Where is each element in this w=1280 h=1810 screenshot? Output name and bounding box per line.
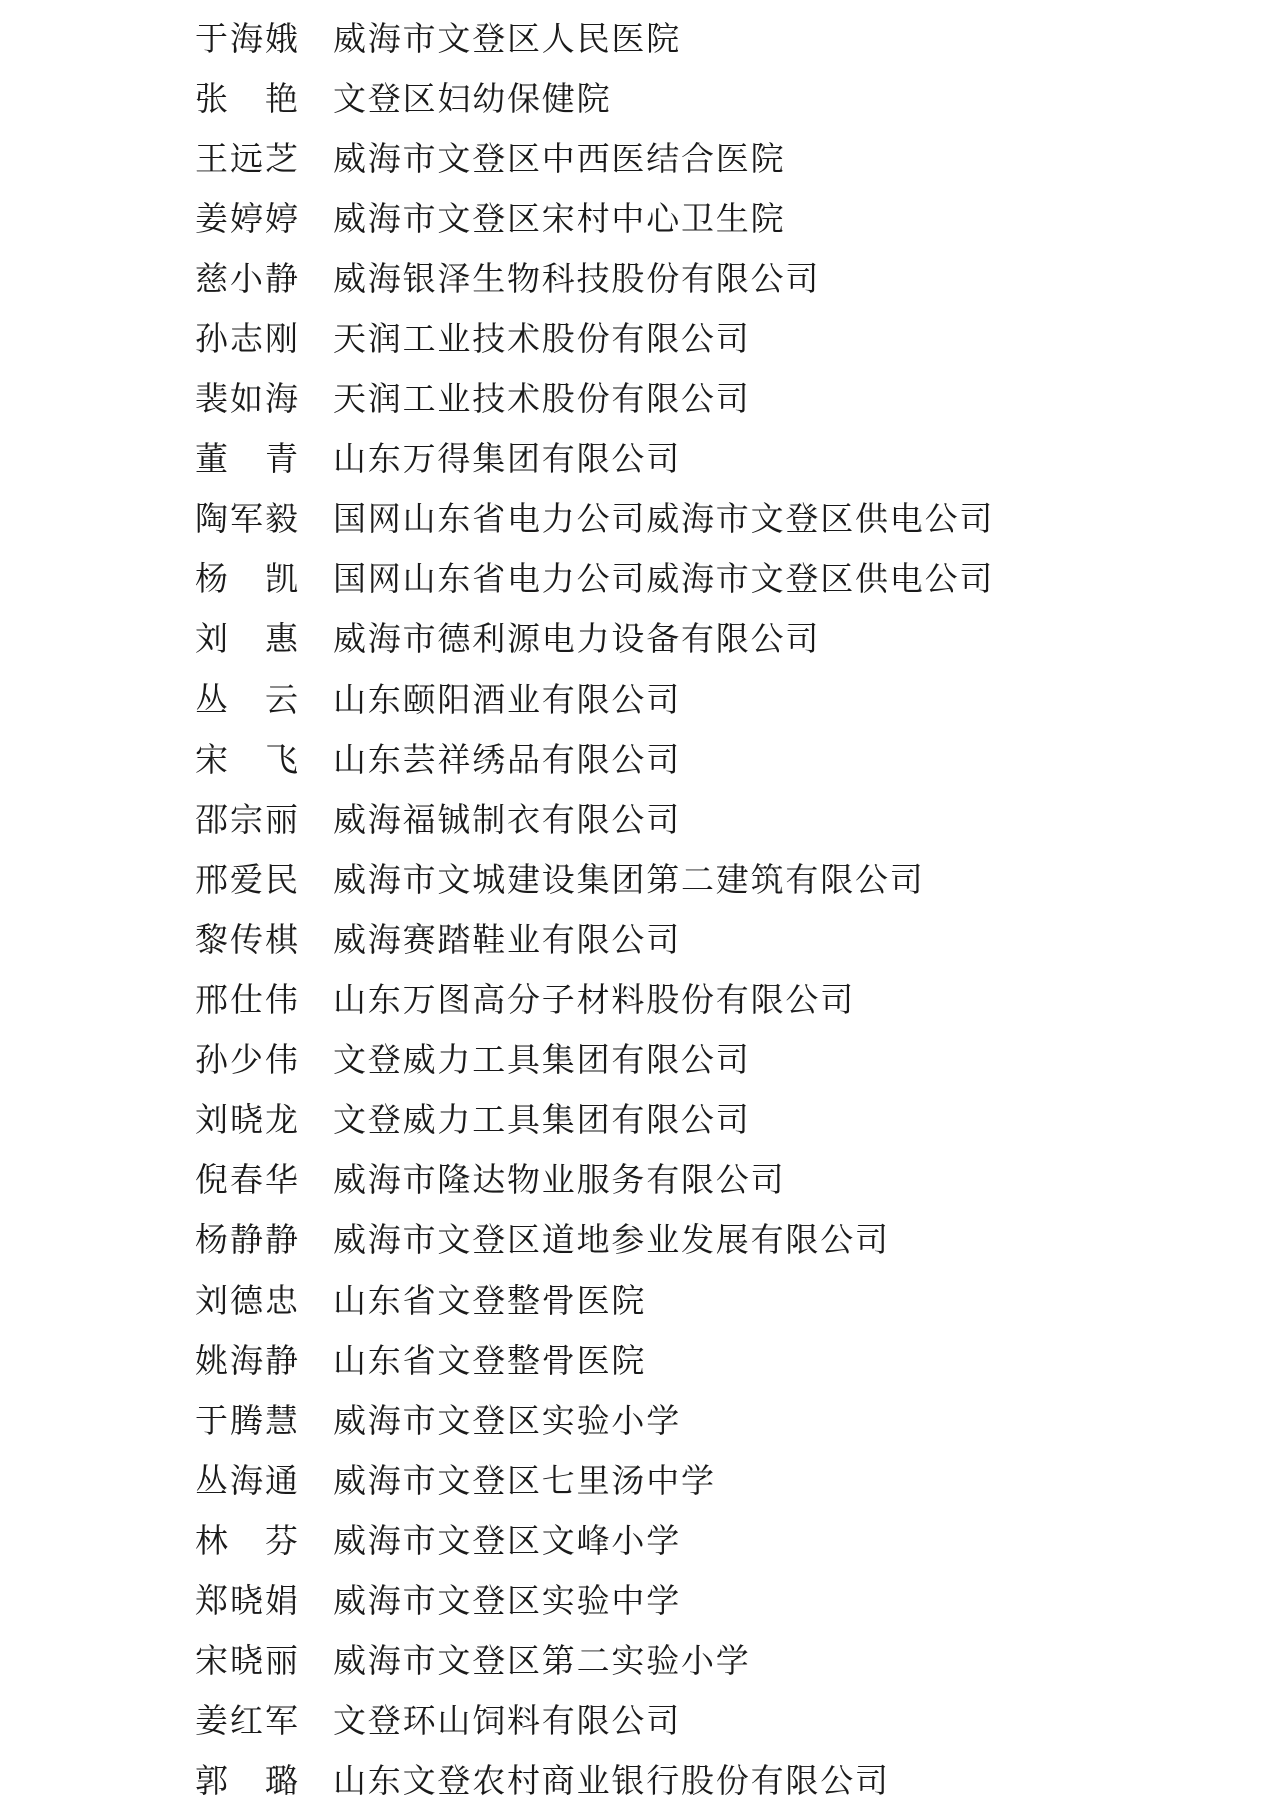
organization-name: 威海银泽生物科技股份有限公司 [333, 261, 821, 298]
organization-name: 文登威力工具集团有限公司 [333, 1103, 751, 1140]
roster-row [195, 1028, 1280, 1088]
organization-name: 威海市文登区文峰小学 [333, 1523, 681, 1560]
roster-row [195, 607, 1280, 667]
roster-row [195, 126, 1280, 186]
roster-row [195, 968, 1280, 1028]
organization-name: 威海市文登区实验小学 [333, 1403, 681, 1440]
organization-name: 威海市文登区宋村中心卫生院 [333, 201, 786, 238]
organization-name: 天润工业技术股份有限公司 [333, 322, 751, 359]
organization-name: 山东省文登整骨医院 [333, 1283, 647, 1320]
organization-name: 威海市文登区实验中学 [333, 1583, 681, 1620]
organization-name: 威海赛踏鞋业有限公司 [333, 922, 681, 959]
roster-row [195, 1749, 1280, 1809]
person-name: 王远芝 [195, 141, 299, 178]
roster-row [195, 1148, 1280, 1208]
person-name: 邵宗丽 [195, 802, 299, 839]
roster-row [195, 1508, 1280, 1568]
person-name: 郭 璐 [195, 1764, 299, 1801]
organization-name: 威海市文城建设集团第二建筑有限公司 [333, 862, 925, 899]
person-name: 张 艳 [195, 81, 299, 118]
roster-row [195, 1208, 1280, 1268]
roster-row [195, 6, 1280, 66]
organization-name: 威海福铖制衣有限公司 [333, 802, 681, 839]
person-name: 裴如海 [195, 382, 299, 419]
person-name: 刘晓龙 [195, 1103, 299, 1140]
roster-row [195, 727, 1280, 787]
person-name: 慈小静 [195, 261, 299, 298]
person-name: 姜婷婷 [195, 201, 299, 238]
organization-name: 威海市文登区第二实验小学 [333, 1644, 751, 1681]
person-name: 姚海静 [195, 1343, 299, 1380]
roster-row [195, 1568, 1280, 1628]
roster-row [195, 1689, 1280, 1749]
roster-row [195, 487, 1280, 547]
person-name: 宋晓丽 [195, 1644, 299, 1681]
person-name: 于海娥 [195, 21, 299, 58]
person-name: 姜红军 [195, 1704, 299, 1741]
organization-name: 文登威力工具集团有限公司 [333, 1043, 751, 1080]
roster-row [195, 847, 1280, 907]
organization-name: 山东芸祥绣品有限公司 [333, 742, 681, 779]
roster-row [195, 367, 1280, 427]
roster-row [195, 907, 1280, 967]
organization-name: 文登环山饲料有限公司 [333, 1704, 681, 1741]
person-name: 董 青 [195, 442, 299, 479]
organization-name: 威海市隆达物业服务有限公司 [333, 1163, 786, 1200]
roster-row [195, 1088, 1280, 1148]
roster-row [195, 186, 1280, 246]
organization-name: 威海市文登区道地参业发展有限公司 [333, 1223, 890, 1260]
roster-row [195, 306, 1280, 366]
person-name: 邢仕伟 [195, 983, 299, 1020]
person-name: 刘 惠 [195, 622, 299, 659]
organization-name: 威海市文登区七里汤中学 [333, 1463, 716, 1500]
roster-row [195, 547, 1280, 607]
person-name: 杨静静 [195, 1223, 299, 1260]
person-name: 郑晓娟 [195, 1583, 299, 1620]
organization-name: 山东文登农村商业银行股份有限公司 [333, 1764, 890, 1801]
roster-row [195, 1629, 1280, 1689]
organization-name: 山东省文登整骨医院 [333, 1343, 647, 1380]
roster-row [195, 246, 1280, 306]
roster-row [195, 427, 1280, 487]
person-name: 陶军毅 [195, 502, 299, 539]
person-name: 刘德忠 [195, 1283, 299, 1320]
organization-name: 山东颐阳酒业有限公司 [333, 682, 681, 719]
roster-row [195, 1268, 1280, 1328]
person-name: 邢爱民 [195, 862, 299, 899]
organization-name: 山东万得集团有限公司 [333, 442, 681, 479]
person-name: 孙少伟 [195, 1043, 299, 1080]
organization-name: 山东万图高分子材料股份有限公司 [333, 983, 855, 1020]
organization-name: 威海市文登区人民医院 [333, 21, 681, 58]
person-name: 倪春华 [195, 1163, 299, 1200]
organization-name: 天润工业技术股份有限公司 [333, 382, 751, 419]
organization-name: 威海市文登区中西医结合医院 [333, 141, 786, 178]
organization-name: 文登区妇幼保健院 [333, 81, 612, 118]
person-name: 林 芬 [195, 1523, 299, 1560]
person-name: 于腾慧 [195, 1403, 299, 1440]
person-name: 丛 云 [195, 682, 299, 719]
roster-row [195, 1448, 1280, 1508]
person-name: 宋 飞 [195, 742, 299, 779]
person-name: 孙志刚 [195, 322, 299, 359]
organization-name: 国网山东省电力公司威海市文登区供电公司 [333, 502, 995, 539]
person-name: 杨 凯 [195, 562, 299, 599]
organization-name: 威海市德利源电力设备有限公司 [333, 622, 821, 659]
roster-row [195, 1388, 1280, 1448]
person-name: 黎传棋 [195, 922, 299, 959]
roster-row [195, 66, 1280, 126]
roster-row [195, 667, 1280, 727]
roster-row [195, 787, 1280, 847]
person-name: 丛海通 [195, 1463, 299, 1500]
organization-name: 国网山东省电力公司威海市文登区供电公司 [333, 562, 995, 599]
roster-row [195, 1328, 1280, 1388]
